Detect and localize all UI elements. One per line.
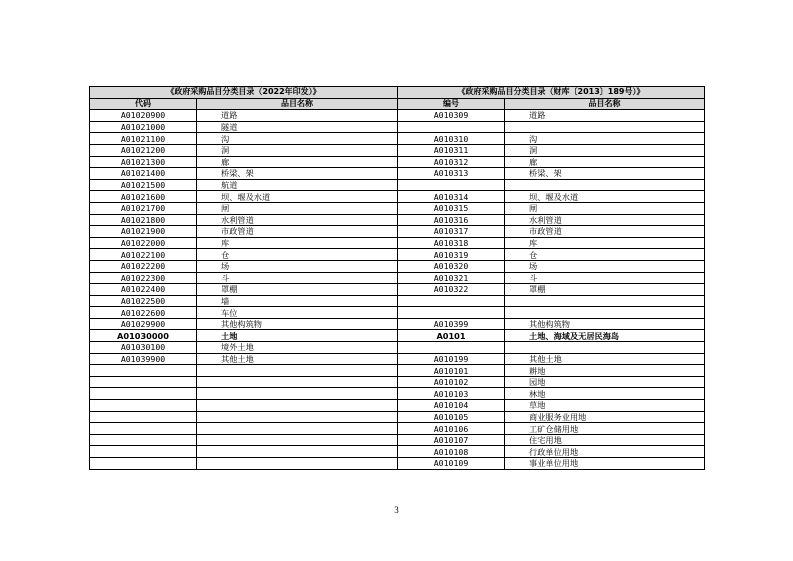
right-name-cell: [505, 342, 705, 354]
left-code-cell: [90, 411, 197, 423]
right-name-cell: 耕地: [505, 365, 705, 377]
left-name-cell: 墙: [197, 295, 398, 307]
left-code-cell: [90, 365, 197, 377]
right-name-cell: [505, 121, 705, 133]
left-code-cell: A01039900: [90, 353, 197, 365]
left-code-cell: A01022400: [90, 284, 197, 296]
left-name-cell: 航道: [197, 179, 398, 191]
right-name-cell: 场: [505, 260, 705, 272]
left-code-cell: A01021400: [90, 168, 197, 180]
right-name-cell: 其他构筑物: [505, 318, 705, 330]
left-name-cell: 沟: [197, 133, 398, 145]
left-code-cell: A01021800: [90, 214, 197, 226]
left-name-cell: 场: [197, 260, 398, 272]
right-name-header: 品目名称: [505, 98, 705, 110]
right-name-cell: 廊: [505, 156, 705, 168]
right-name-cell: 斗: [505, 272, 705, 284]
table-row: [90, 388, 705, 400]
right-name-cell: 其他土地: [505, 353, 705, 365]
right-name-cell: 库: [505, 237, 705, 249]
right-code-cell: A010102: [398, 376, 505, 388]
left-name-cell: 车位: [197, 307, 398, 319]
table-row: [90, 400, 705, 412]
left-code-cell: A01021600: [90, 191, 197, 203]
right-code-cell: A010106: [398, 423, 505, 435]
left-name-cell: 罩棚: [197, 284, 398, 296]
table-row: [90, 307, 705, 319]
left-code-cell: A01030000: [90, 330, 197, 342]
left-name-cell: 仓: [197, 249, 398, 261]
left-code-cell: [90, 423, 197, 435]
table-row: [90, 121, 705, 133]
left-name-cell: 坝、堰及水道: [197, 191, 398, 203]
left-code-cell: A01021100: [90, 133, 197, 145]
left-name-cell: 境外土地: [197, 342, 398, 354]
table-row: [90, 260, 705, 272]
table-row: [90, 411, 705, 423]
right-code-cell: A010316: [398, 214, 505, 226]
left-name-cell: [197, 434, 398, 446]
right-name-cell: 闸: [505, 202, 705, 214]
right-code-cell: A010313: [398, 168, 505, 180]
right-code-cell: A010105: [398, 411, 505, 423]
right-code-cell: A010321: [398, 272, 505, 284]
left-code-cell: A01022200: [90, 260, 197, 272]
right-name-cell: 林地: [505, 388, 705, 400]
table-row: [90, 249, 705, 261]
right-code-cell: A010314: [398, 191, 505, 203]
table-row: [90, 237, 705, 249]
right-code-cell: A010317: [398, 226, 505, 238]
right-code-cell: A010199: [398, 353, 505, 365]
left-name-cell: [197, 458, 398, 470]
right-code-cell: A010318: [398, 237, 505, 249]
right-name-cell: 行政单位用地: [505, 446, 705, 458]
table-row: [90, 342, 705, 354]
left-name-cell: 隧道: [197, 121, 398, 133]
left-name-cell: 其他土地: [197, 353, 398, 365]
right-code-cell: A010108: [398, 446, 505, 458]
table-row: [90, 330, 705, 342]
left-name-cell: [197, 400, 398, 412]
right-code-cell: [398, 295, 505, 307]
left-name-cell: 道路: [197, 110, 398, 122]
right-code-cell: A010322: [398, 284, 505, 296]
table-row: [90, 434, 705, 446]
left-name-cell: 廊: [197, 156, 398, 168]
left-code-cell: [90, 400, 197, 412]
left-name-cell: 土地: [197, 330, 398, 342]
left-code-cell: A01022500: [90, 295, 197, 307]
right-code-cell: [398, 179, 505, 191]
left-code-cell: A01021200: [90, 144, 197, 156]
table-row: [90, 156, 705, 168]
right-name-cell: 罩棚: [505, 284, 705, 296]
left-name-cell: [197, 388, 398, 400]
column-header-row: [90, 98, 705, 110]
left-code-cell: A01021000: [90, 121, 197, 133]
left-code-header: 代码: [90, 98, 197, 110]
table-row: [90, 284, 705, 296]
table-row: [90, 365, 705, 377]
table-row: [90, 295, 705, 307]
table-row: [90, 376, 705, 388]
right-code-cell: A010109: [398, 458, 505, 470]
left-name-cell: [197, 411, 398, 423]
left-name-cell: 桥梁、架: [197, 168, 398, 180]
left-code-cell: A01021700: [90, 202, 197, 214]
right-code-cell: A010320: [398, 260, 505, 272]
table-row: [90, 458, 705, 470]
right-name-cell: 仓: [505, 249, 705, 261]
left-name-cell: [197, 365, 398, 377]
right-name-cell: [505, 295, 705, 307]
right-code-cell: [398, 307, 505, 319]
left-name-cell: [197, 376, 398, 388]
left-name-cell: 闸: [197, 202, 398, 214]
right-code-cell: A010319: [398, 249, 505, 261]
left-code-cell: [90, 434, 197, 446]
right-name-cell: 工矿仓储用地: [505, 423, 705, 435]
right-name-cell: 水利管道: [505, 214, 705, 226]
right-code-cell: A010101: [398, 365, 505, 377]
left-code-cell: A01020900: [90, 110, 197, 122]
right-name-cell: 市政管道: [505, 226, 705, 238]
right-code-cell: A010104: [398, 400, 505, 412]
left-name-cell: 斗: [197, 272, 398, 284]
left-code-cell: A01021300: [90, 156, 197, 168]
right-code-cell: A010315: [398, 202, 505, 214]
table-row: [90, 226, 705, 238]
table-row: [90, 423, 705, 435]
left-code-cell: A01022000: [90, 237, 197, 249]
right-name-cell: [505, 179, 705, 191]
table-title-row: [90, 87, 705, 99]
left-code-cell: [90, 376, 197, 388]
left-code-cell: A01021500: [90, 179, 197, 191]
table-row: [90, 446, 705, 458]
right-code-cell: A010103: [398, 388, 505, 400]
right-name-cell: 事业单位用地: [505, 458, 705, 470]
right-code-cell: A010311: [398, 144, 505, 156]
left-name-cell: [197, 423, 398, 435]
right-name-cell: 坝、堰及水道: [505, 191, 705, 203]
left-name-cell: 其他构筑物: [197, 318, 398, 330]
right-code-cell: A0101: [398, 330, 505, 342]
right-code-cell: A010309: [398, 110, 505, 122]
right-code-cell: [398, 121, 505, 133]
table-row: [90, 214, 705, 226]
catalog-comparison-table: [89, 86, 705, 470]
table-row: [90, 272, 705, 284]
left-code-cell: A01022600: [90, 307, 197, 319]
table-row: [90, 318, 705, 330]
table-body: [90, 87, 705, 470]
right-code-cell: [398, 342, 505, 354]
right-name-cell: 土地、海域及无居民海岛: [505, 330, 705, 342]
right-code-header: 编号: [398, 98, 505, 110]
page-number: 3: [394, 505, 399, 515]
right-name-cell: 桥梁、架: [505, 168, 705, 180]
left-code-cell: A01021900: [90, 226, 197, 238]
left-code-cell: A01029900: [90, 318, 197, 330]
right-code-cell: A010107: [398, 434, 505, 446]
left-code-cell: A01022100: [90, 249, 197, 261]
right-catalog-title: 《政府采购品目分类目录（财库〔2013〕189号）》: [398, 87, 705, 99]
right-name-cell: [505, 307, 705, 319]
left-name-cell: 库: [197, 237, 398, 249]
table-row: [90, 191, 705, 203]
left-name-cell: 洞: [197, 144, 398, 156]
left-code-cell: A01030100: [90, 342, 197, 354]
table-row: [90, 133, 705, 145]
right-name-cell: 洞: [505, 144, 705, 156]
left-code-cell: A01022300: [90, 272, 197, 284]
left-name-cell: [197, 446, 398, 458]
right-code-cell: A010312: [398, 156, 505, 168]
right-code-cell: A010399: [398, 318, 505, 330]
table-row: [90, 168, 705, 180]
left-name-cell: 水利管道: [197, 214, 398, 226]
table-row: [90, 144, 705, 156]
right-name-cell: 住宅用地: [505, 434, 705, 446]
table-row: [90, 353, 705, 365]
left-code-cell: [90, 388, 197, 400]
table-row: [90, 202, 705, 214]
left-name-cell: 市政管道: [197, 226, 398, 238]
right-name-cell: 园地: [505, 376, 705, 388]
left-catalog-title: 《政府采购品目分类目录（2022年印发）》: [90, 87, 398, 99]
left-name-header: 品目名称: [197, 98, 398, 110]
left-code-cell: [90, 446, 197, 458]
right-name-cell: 沟: [505, 133, 705, 145]
right-name-cell: 草地: [505, 400, 705, 412]
right-name-cell: 商业服务业用地: [505, 411, 705, 423]
table-row: [90, 179, 705, 191]
left-code-cell: [90, 458, 197, 470]
right-name-cell: 道路: [505, 110, 705, 122]
table-row: [90, 110, 705, 122]
right-code-cell: A010310: [398, 133, 505, 145]
